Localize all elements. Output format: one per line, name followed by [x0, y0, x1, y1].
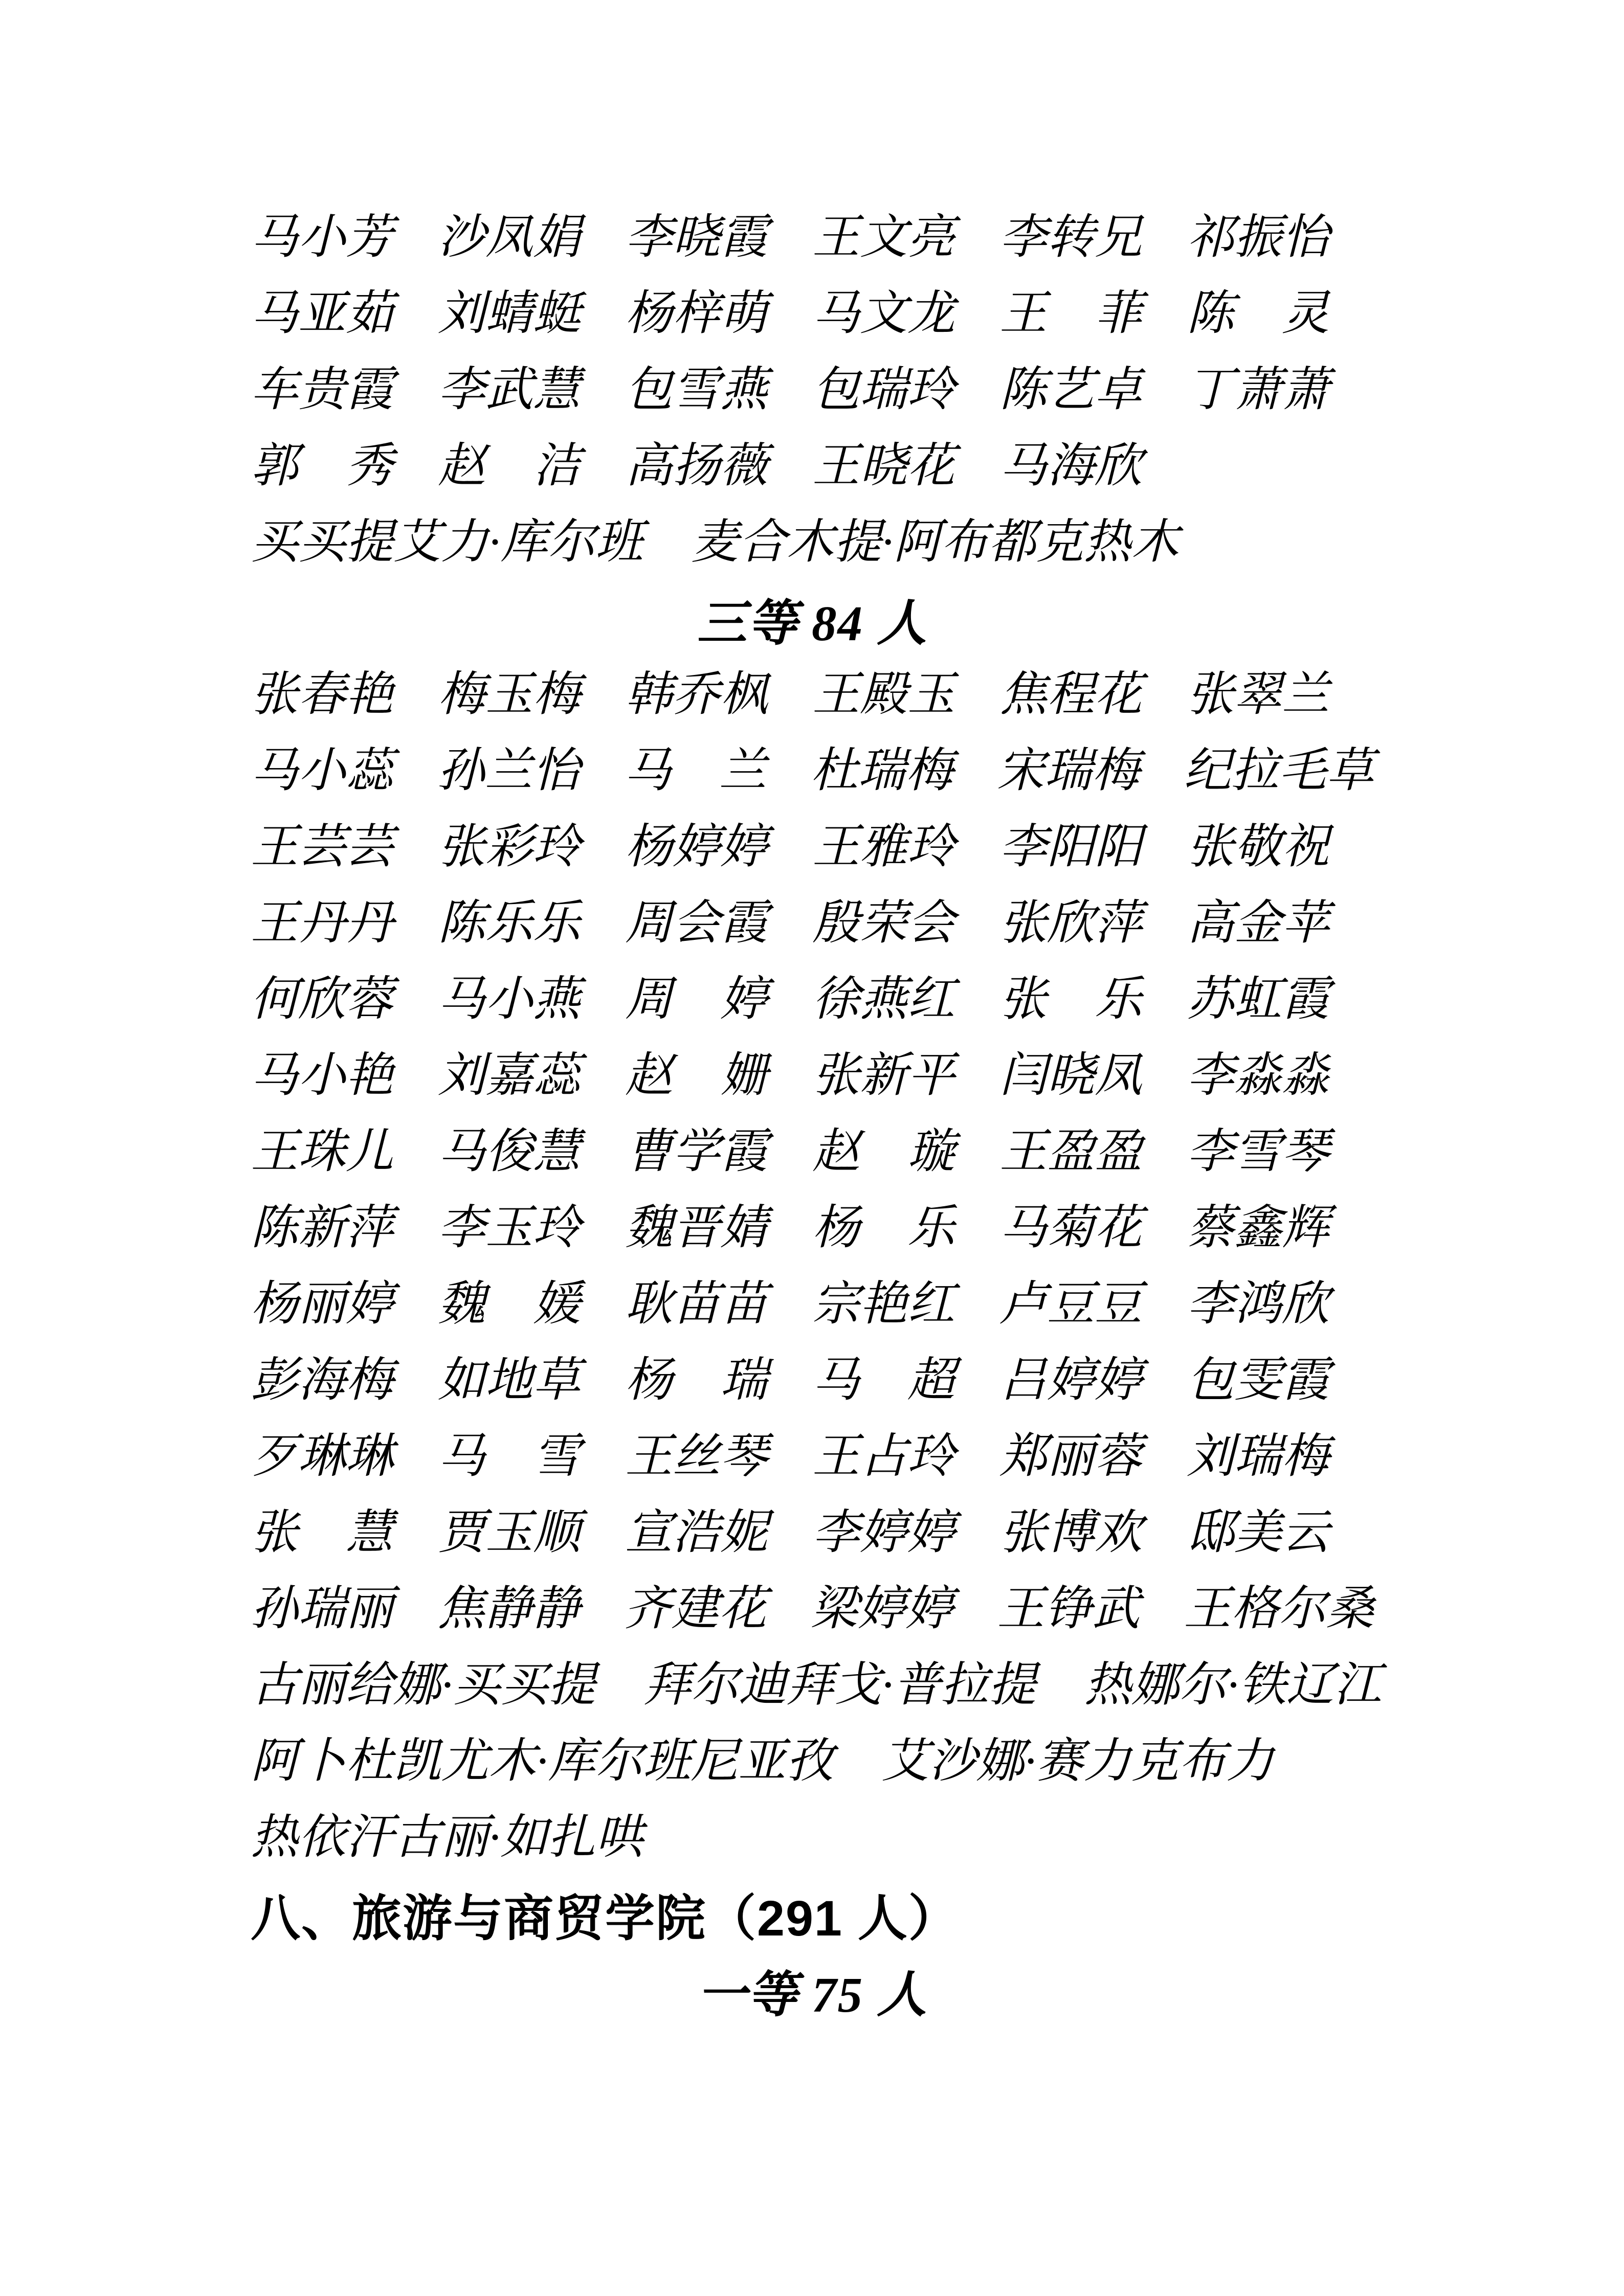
person-name: 王芸芸 [251, 821, 393, 873]
person-name: 曹学霞 [625, 1126, 768, 1178]
person-name: 卢豆豆 [999, 1278, 1142, 1331]
person-name: 彭海梅 [251, 1354, 393, 1407]
next-grade-heading: 一等 75 人 [697, 1967, 928, 2022]
person-name: 魏晋婧 [625, 1202, 768, 1254]
person-name: 宣浩妮 [625, 1506, 768, 1559]
person-name: 郑丽蓉 [999, 1430, 1142, 1483]
name-row [251, 1038, 1374, 1114]
person-name: 焦程花 [999, 668, 1142, 721]
person-name: 热娜尔·铁辽江 [1084, 1659, 1382, 1712]
person-name: 马菊花 [999, 1202, 1142, 1254]
name-row [251, 352, 1374, 428]
person-name: 杨婷婷 [625, 821, 768, 873]
name-row [251, 1266, 1374, 1342]
person-name: 宗艳红 [812, 1278, 955, 1331]
person-name: 马亚茹 [251, 287, 393, 340]
person-name: 李转兄 [999, 211, 1142, 264]
person-name: 郭 秀 [251, 440, 393, 492]
person-name: 王丹丹 [251, 897, 393, 950]
name-row [251, 199, 1374, 276]
person-name: 麦合木提·阿布都克热木 [691, 516, 1179, 569]
person-name: 齐建花 [624, 1583, 767, 1635]
document-content [251, 199, 1382, 2028]
person-name: 苏虹霞 [1187, 973, 1329, 1026]
person-name: 陈 灵 [1187, 287, 1329, 340]
person-name: 王占玲 [812, 1430, 955, 1483]
person-name: 王盈盈 [999, 1126, 1142, 1178]
person-name: 徐燕红 [812, 973, 955, 1026]
person-name: 杜瑞梅 [810, 745, 953, 797]
person-name: 马小芳 [251, 211, 393, 264]
person-name: 热依汗古丽·如扎哄 [251, 1811, 643, 1864]
person-name: 歹琳琳 [251, 1430, 393, 1483]
person-name: 王格尔桑 [1183, 1583, 1374, 1635]
name-row [251, 1723, 1374, 1799]
person-name: 马俊慧 [438, 1126, 581, 1178]
name-row [251, 1647, 1382, 1723]
person-name: 梁婷婷 [810, 1583, 953, 1635]
person-name: 宋瑞梅 [997, 745, 1140, 797]
person-name: 赵 璇 [812, 1126, 955, 1178]
person-name: 王晓花 [812, 440, 955, 492]
person-name: 马 超 [812, 1354, 955, 1407]
person-name: 王丝琴 [625, 1430, 768, 1483]
person-name: 张彩玲 [438, 821, 581, 873]
person-name: 李婷婷 [812, 1506, 955, 1559]
name-row [251, 1419, 1374, 1495]
name-row [251, 1114, 1374, 1190]
grade3-heading: 三等 84 人 [697, 596, 928, 651]
person-name: 王文亮 [812, 211, 955, 264]
person-name: 张翠兰 [1187, 668, 1329, 721]
person-name: 刘蜻蜓 [438, 287, 581, 340]
name-row [251, 961, 1374, 1038]
person-name: 陈乐乐 [438, 897, 581, 950]
person-name: 阿卜杜凯尤木·库尔班尼亚孜 [251, 1735, 834, 1788]
person-name: 周会霞 [625, 897, 768, 950]
person-name: 李晓霞 [625, 211, 768, 264]
person-name: 古丽给娜·买买提 [251, 1659, 596, 1712]
person-name: 韩乔枫 [625, 668, 768, 721]
person-name: 王 菲 [999, 287, 1142, 340]
person-name: 马小艳 [251, 1049, 393, 1102]
person-name: 马小燕 [438, 973, 581, 1026]
name-row [251, 1495, 1374, 1571]
person-name: 陈新萍 [251, 1202, 393, 1254]
person-name: 李武慧 [438, 364, 581, 416]
person-name: 焦静静 [437, 1583, 580, 1635]
person-name: 周 婷 [625, 973, 768, 1026]
person-name: 张欣萍 [999, 897, 1142, 950]
person-name: 梅玉梅 [438, 668, 581, 721]
person-name: 祁振怡 [1187, 211, 1329, 264]
person-name: 高金苹 [1187, 897, 1329, 950]
person-name: 耿苗苗 [625, 1278, 768, 1331]
person-name: 王铮武 [997, 1583, 1140, 1635]
name-row [251, 657, 1374, 733]
person-name: 王雅玲 [812, 821, 955, 873]
person-name: 如地草 [438, 1354, 581, 1407]
person-name: 包雪燕 [625, 364, 768, 416]
name-row [251, 1190, 1374, 1266]
next-section-heading: 八、旅游与商贸学院（291 人） [251, 1890, 959, 1946]
person-name: 买买提艾力·库尔班 [251, 516, 643, 569]
name-row [251, 1571, 1374, 1647]
person-name: 杨 乐 [812, 1202, 955, 1254]
name-row [251, 276, 1374, 352]
person-name: 魏 媛 [438, 1278, 581, 1331]
person-name: 刘嘉蕊 [438, 1049, 581, 1102]
name-row [251, 885, 1374, 961]
name-list-continued [251, 199, 1374, 580]
person-name: 张敬祝 [1187, 821, 1329, 873]
person-name: 马 雪 [438, 1430, 581, 1483]
person-name: 殷荣会 [812, 897, 955, 950]
person-name: 王珠儿 [251, 1126, 393, 1178]
person-name: 孙兰怡 [437, 745, 580, 797]
person-name: 马小蕊 [251, 745, 393, 797]
person-name: 张 慧 [251, 1506, 393, 1559]
person-name: 李阳阳 [999, 821, 1142, 873]
person-name: 李玉玲 [438, 1202, 581, 1254]
person-name: 杨梓萌 [625, 287, 768, 340]
person-name: 李鸿欣 [1187, 1278, 1329, 1331]
person-name: 纪拉毛草 [1183, 745, 1374, 797]
person-name: 李淼淼 [1187, 1049, 1329, 1102]
person-name: 蔡鑫辉 [1187, 1202, 1329, 1254]
name-list-grade3 [251, 657, 1382, 1876]
person-name: 赵 姗 [625, 1049, 768, 1102]
person-name: 王殿玉 [812, 668, 955, 721]
person-name: 拜尔迪拜戈·普拉提 [643, 1659, 1036, 1712]
person-name: 杨 瑞 [625, 1354, 768, 1407]
person-name: 赵 洁 [438, 440, 581, 492]
person-name: 车贵霞 [251, 364, 393, 416]
person-name: 包瑞玲 [812, 364, 955, 416]
person-name: 吕婷婷 [999, 1354, 1142, 1407]
name-row [251, 1799, 1374, 1876]
name-row [251, 428, 1374, 504]
person-name: 沙凤娟 [438, 211, 581, 264]
person-name: 孙瑞丽 [251, 1583, 393, 1635]
person-name: 艾沙娜·赛力克布力 [881, 1735, 1274, 1788]
name-row [251, 504, 1374, 580]
person-name: 张博欢 [999, 1506, 1142, 1559]
person-name: 邸美云 [1187, 1506, 1329, 1559]
person-name: 张新平 [812, 1049, 955, 1102]
person-name: 马 兰 [624, 745, 767, 797]
person-name: 刘瑞梅 [1187, 1430, 1329, 1483]
person-name: 丁萧萧 [1187, 364, 1329, 416]
person-name: 马文龙 [812, 287, 955, 340]
person-name: 高扬薇 [625, 440, 768, 492]
name-row [251, 733, 1374, 809]
person-name: 陈艺卓 [999, 364, 1142, 416]
person-name: 贾玉顺 [438, 1506, 581, 1559]
name-row [251, 1342, 1374, 1419]
person-name: 张 乐 [999, 973, 1142, 1026]
person-name: 闫晓凤 [999, 1049, 1142, 1102]
person-name: 何欣蓉 [251, 973, 393, 1026]
person-name: 张春艳 [251, 668, 393, 721]
person-name: 包雯霞 [1187, 1354, 1329, 1407]
person-name: 杨丽婷 [251, 1278, 393, 1331]
name-row [251, 809, 1374, 885]
person-name: 马海欣 [999, 440, 1142, 492]
person-name: 李雪琴 [1187, 1126, 1329, 1178]
